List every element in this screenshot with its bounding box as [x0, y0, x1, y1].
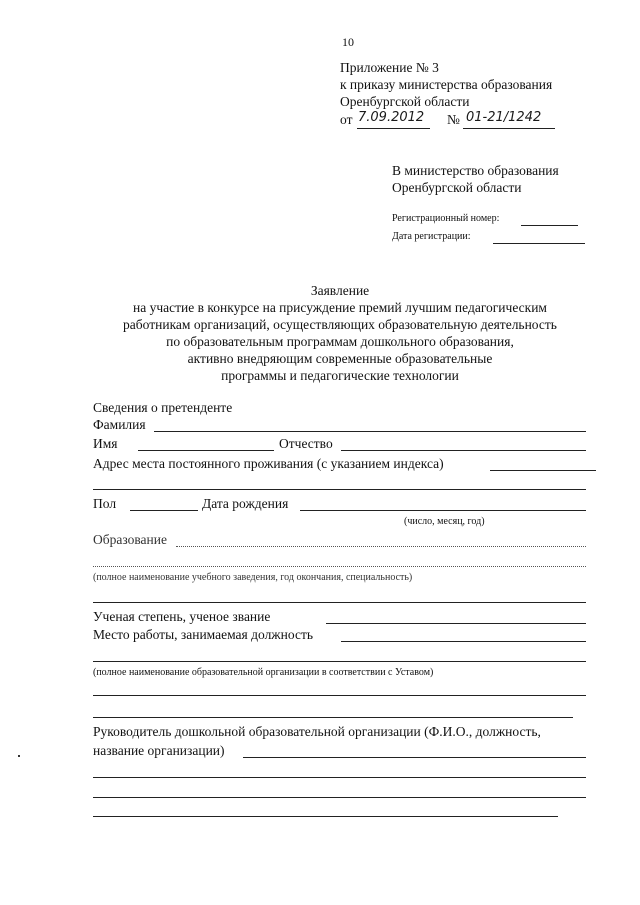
- appendix-order-line: к приказу министерства образования: [340, 77, 553, 92]
- head-field-line-4[interactable]: [93, 816, 558, 817]
- education-hint: (полное наименование учебного заведения, год окончания, специальность): [93, 572, 413, 583]
- address-field-line-2[interactable]: [93, 489, 586, 490]
- addressee-region: Оренбургской области: [392, 180, 522, 195]
- head-field-line-3[interactable]: [93, 797, 586, 798]
- reg-number-label: Регистрационный номер:: [392, 213, 500, 224]
- sex-label: Пол: [93, 496, 117, 511]
- education-field[interactable]: [176, 546, 586, 547]
- reg-number-field[interactable]: [521, 225, 578, 226]
- margin-dot: [18, 755, 20, 757]
- statement-title: Заявление: [310, 283, 370, 298]
- addressee-ministry: В министерство образования: [392, 163, 559, 178]
- degree-label: Ученая степень, ученое звание: [93, 609, 271, 624]
- workplace-label: Место работы, занимаемая должность: [93, 627, 313, 642]
- page-number: 10: [342, 35, 354, 49]
- name-field[interactable]: [138, 450, 274, 451]
- workplace-field-line-2[interactable]: [93, 661, 586, 662]
- name-label: Имя: [93, 436, 118, 451]
- reg-date-label: Дата регистрации:: [392, 231, 471, 242]
- sex-field[interactable]: [130, 510, 198, 511]
- appendix-date-underline: [357, 128, 430, 129]
- patronymic-label: Отчество: [279, 436, 333, 451]
- degree-field[interactable]: [326, 623, 586, 624]
- birth-date-hint: (число, месяц, год): [404, 516, 485, 527]
- statement-subtitle-line-5: программы и педагогические технологии: [221, 368, 459, 383]
- statement-subtitle-line-3: по образовательным программам дошкольного образования,: [166, 334, 514, 349]
- appendix-region-line: Оренбургской области: [340, 94, 470, 109]
- birth-date-label: Дата рождения: [202, 496, 289, 511]
- surname-field[interactable]: [154, 431, 586, 432]
- statement-subtitle-line-1: на участие в конкурсе на присуждение премий лучшим педагогическим: [133, 300, 547, 315]
- appendix-date-handwritten: 7.09.2012: [358, 110, 425, 125]
- head-label-line-2: название организации): [93, 743, 225, 758]
- workplace-hint: (полное наименование образовательной организации в соответствии с Уставом): [93, 667, 434, 678]
- appendix-date-prefix: от: [340, 112, 353, 127]
- statement-subtitle-line-2: работникам организаций, осуществляющих образовательную деятельность: [123, 317, 557, 332]
- education-label: Образование: [93, 532, 167, 547]
- head-field[interactable]: [243, 757, 586, 758]
- workplace-field-line-4[interactable]: [93, 717, 573, 718]
- appendix-number-handwritten: 01-21/1242: [466, 110, 542, 125]
- surname-label: Фамилия: [93, 417, 146, 432]
- reg-date-field[interactable]: [493, 243, 585, 244]
- head-label-line-1: Руководитель дошкольной образовательной организации (Ф.И.О., должность,: [93, 724, 541, 739]
- appendix-title: Приложение № 3: [340, 60, 439, 75]
- appendix-number-underline: [463, 128, 555, 129]
- address-label: Адрес места постоянного проживания (с указанием индекса): [93, 456, 444, 471]
- education-field-line-3[interactable]: [93, 602, 586, 603]
- birth-date-field[interactable]: [300, 510, 586, 511]
- workplace-field[interactable]: [341, 641, 586, 642]
- patronymic-field[interactable]: [341, 450, 586, 451]
- head-field-line-2[interactable]: [93, 777, 586, 778]
- workplace-field-line-3[interactable]: [93, 695, 586, 696]
- appendix-number-prefix: №: [447, 112, 460, 127]
- address-field[interactable]: [490, 470, 596, 471]
- applicant-section-title: Сведения о претенденте: [93, 400, 233, 415]
- statement-subtitle-line-4: активно внедряющим современные образовательные: [187, 351, 493, 366]
- education-field-line-2[interactable]: [93, 566, 586, 567]
